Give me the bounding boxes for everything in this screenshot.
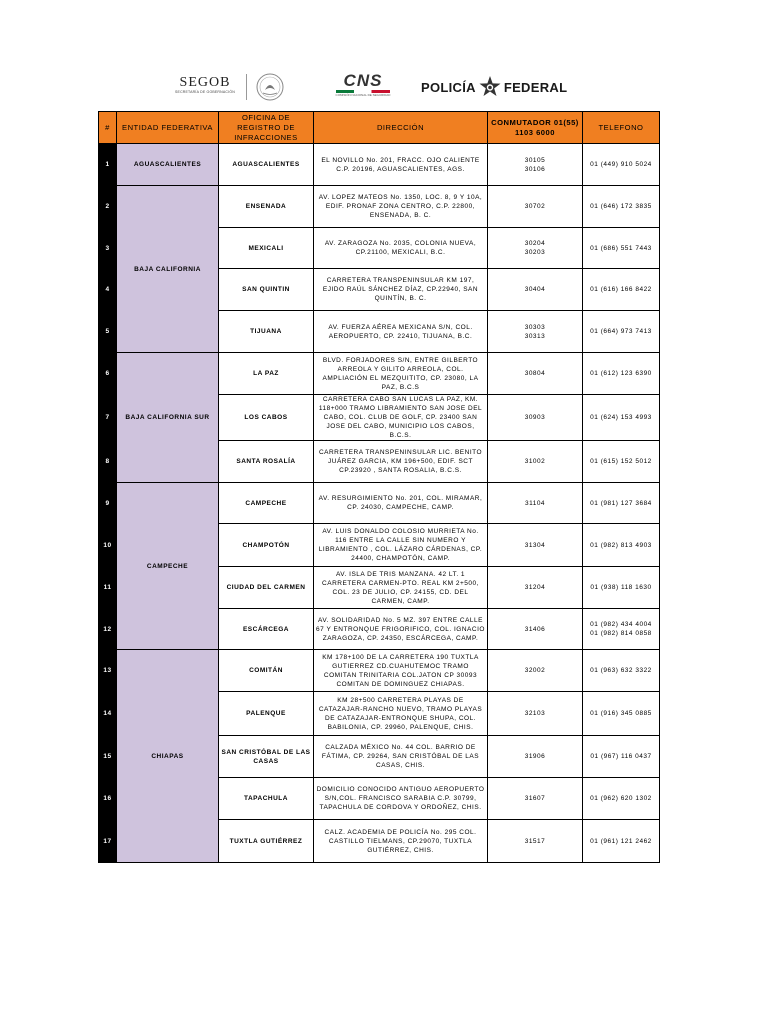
office-address: AV. SOLIDARIDAD No. 5 MZ. 397 ENTRE CALLE 67 Y ENTRONQUE FRIGORIFICO, COL. IGNACIO ZARAGOZA, CP. 24350, ESCÁRCEGA, CAMP. [314,609,488,650]
row-number: 17 [99,820,117,863]
segob-logo [168,76,242,95]
switchboard-extension [488,353,583,395]
office-name: SAN CRISTÓBAL DE LAS CASAS [219,736,314,778]
phone-number [583,524,660,567]
phone-number [583,353,660,395]
office-name: CIUDAD DEL CARMEN [219,567,314,609]
phone-number [583,609,660,650]
switchboard-extension [488,736,583,778]
switchboard-extension [488,395,583,441]
logo-header [0,70,768,104]
extension-value: 30702 [524,203,546,210]
office-address: CARRETERA CABO SAN LUCAS LA PAZ, KM. 118+000 TRAMO LIBRAMIENTO SAN JOSE DEL CABO, COL. CLUB DE GOLF, CP. 23400 SAN JOSE DEL CABO, MUNICIPIO LOS CABOS, B.C.S. [314,395,488,441]
office-address: DOMICILIO CONOCIDO ANTIGUO AEROPUERTO S/N,COL. FRANCISCO SARABIA C.P. 30799, TAPACHULA DE CORDOVA Y ORDOÑEZ, CHIS. [314,778,488,820]
row-number: 9 [99,483,117,524]
office-name: MEXICALI [219,228,314,269]
office-address: AV. ZARAGOZA No. 2035, COLONIA NUEVA, CP.21100, MEXICALI, B.C. [314,228,488,269]
phone-number [583,144,660,186]
offices-table [98,111,660,863]
switchboard-extension [488,524,583,567]
phone-value: 01 (961) 121 2462 [590,837,652,845]
switchboard-extension [488,820,583,863]
phone-value: 01 (612) 123 6390 [590,370,652,377]
row-number: 8 [99,441,117,483]
office-name: CHAMPOTÓN [219,524,314,567]
phone-value: 01 (967) 116 0437 [590,753,652,760]
switchboard-extension [488,186,583,228]
office-name: LOS CABOS [219,395,314,441]
row-number: 5 [99,311,117,353]
extension-value: 31406 [524,625,546,633]
row-number: 14 [99,692,117,736]
row-number: 11 [99,567,117,609]
office-name: PALENQUE [219,692,314,736]
segob-wordmark: SEGOB [179,75,231,90]
phone-number [583,820,660,863]
row-number: 1 [99,144,117,186]
extension-value: 31517 [524,837,546,845]
office-name: TUXTLA GUTIÉRREZ [219,820,314,863]
office-name: TAPACHULA [219,778,314,820]
office-address: AV. RESURGIMIENTO No. 201, COL. MIRAMAR, CP. 24030, CAMPECHE, CAMP. [314,483,488,524]
header-oficina: OFICINA DE REGISTRO DE INFRACCIONES [219,112,314,144]
phone-value: 01 (938) 118 1630 [590,584,652,591]
phone-number [583,483,660,524]
table-header-row [99,112,660,144]
phone-value: 01 (686) 551 7443 [590,244,652,252]
office-address: AV. FUERZA AÉREA MEXICANA S/N, COL. AEROPUERTO, CP. 22410, TIJUANA, B.C. [314,311,488,353]
office-name: ESCÁRCEGA [219,609,314,650]
pf-word-right: FEDERAL [503,79,568,95]
cns-wordmark: CNS [343,71,383,90]
switchboard-extension [488,567,583,609]
phone-number [583,650,660,692]
phone-number [583,567,660,609]
pf-word-left: POLICÍA [421,79,476,95]
table-row [99,650,660,692]
phone-value: 01 (981) 127 3684 [590,499,652,507]
row-number: 4 [99,269,117,311]
extension-value: 30105 [524,156,546,164]
phone-number [583,228,660,269]
row-number: 7 [99,395,117,441]
office-address: CARRETERA TRANSPENINSULAR LIC. BENITO JUÁREZ GARCIA, KM 196+500, EDIF. SCT CP.23920 , SANTA ROSALIA, B.C.S. [314,441,488,483]
extension-value: 31906 [524,753,546,760]
extension-value: 30106 [524,165,546,173]
office-name: ENSENADA [219,186,314,228]
policia-federal-logo [421,74,567,100]
office-address: EL NOVILLO No. 201, FRACC. OJO CALIENTE C.P. 20196, AGUASCALIENTES, AGS. [314,144,488,186]
office-name: CAMPECHE [219,483,314,524]
switchboard-extension [488,778,583,820]
phone-value: 01 (982) 814 0858 [590,630,652,637]
office-address: AV. LOPEZ MATEOS No. 1350, LOC. 8, 9 Y 10A, EDIF. PRONAF ZONA CENTRO, C.P. 22800, ENSENADA, B. C. [314,186,488,228]
row-number: 13 [99,650,117,692]
row-number: 15 [99,736,117,778]
extension-value: 32103 [524,710,546,717]
cns-logo [334,72,392,98]
office-name: SANTA ROSALÍA [219,441,314,483]
table-body [99,144,660,863]
row-number: 12 [99,609,117,650]
phone-number [583,736,660,778]
phone-value: 01 (615) 152 5012 [590,458,652,465]
phone-number [583,441,660,483]
entity-name: BAJA CALIFORNIA SUR [117,353,219,483]
row-number: 16 [99,778,117,820]
header-conmutador: CONMUTADOR 01(55) 1103 6000 [488,112,583,144]
phone-value: 01 (982) 813 4903 [590,541,652,549]
switchboard-extension [488,144,583,186]
phone-number [583,311,660,353]
switchboard-extension [488,692,583,736]
extension-value: 31104 [524,499,546,507]
switchboard-extension [488,311,583,353]
office-name: COMITÁN [219,650,314,692]
extension-value: 32002 [524,667,546,674]
phone-value: 01 (664) 973 7413 [590,328,652,335]
entity-name: BAJA CALIFORNIA [117,186,219,353]
row-number: 10 [99,524,117,567]
table-row [99,483,660,524]
extension-value: 30404 [524,286,546,293]
phone-value: 01 (616) 166 8422 [590,286,652,293]
table-row [99,144,660,186]
office-address: CALZ. ACADEMIA DE POLICÍA No. 295 COL. CASTILLO TIELMANS, CP.29070, TUXTLA GUTIÉRREZ, CHIS. [314,820,488,863]
phone-value: 01 (962) 620 1302 [590,795,652,802]
entity-name: CAMPECHE [117,483,219,650]
office-address: KM 28+500 CARRETERA PLAYAS DE CATAZAJAR-RANCHO NUEVO, TRAMO PLAYAS DE CATAZAJAR-ENTRONQUE SHUPA, COL. BABILONIA, CP. 29960, PALENQUE, CHIS. [314,692,488,736]
row-number: 6 [99,353,117,395]
extension-value: 31607 [524,795,546,802]
header-num: # [99,112,117,144]
cns-subtitle: COMISIÓN NACIONAL DE SEGURIDAD [335,93,391,97]
table-row [99,353,660,395]
extension-value: 30313 [524,332,546,340]
mexico-seal-icon [254,72,286,102]
extension-value: 30903 [524,414,546,421]
extension-value: 30203 [524,249,546,256]
extension-value: 31304 [524,541,546,549]
switchboard-extension [488,483,583,524]
office-address: AV. LUIS DONALDO COLOSIO MURRIETA No. 116 ENTRE LA CALLE SIN NUMERO Y LIBRAMIENTO , COL. LÁZARO CÁRDENAS, CP. 24400, CHAMPOTÓN, CAMP. [314,524,488,567]
phone-value: 01 (982) 434 4004 [590,621,652,628]
entity-name: CHIAPAS [117,650,219,863]
header-direccion: DIRECCIÓN [314,112,488,144]
extension-value: 31002 [524,458,546,465]
office-address: KM 178+100 DE LA CARRETERA 190 TUXTLA GUTIERREZ CD.CUAHUTEMOC TRAMO COMITAN TRINITARIA COL.JATON CP 30093 COMITAN DE DOMINGUEZ CHIAPAS. [314,650,488,692]
header-telefono: TELEFONO [583,112,660,144]
office-name: LA PAZ [219,353,314,395]
switchboard-extension [488,228,583,269]
extension-value: 30804 [524,370,546,377]
office-name: TIJUANA [219,311,314,353]
entity-name: AGUASCALIENTES [117,144,219,186]
switchboard-extension [488,609,583,650]
switchboard-extension [488,441,583,483]
extension-value: 30204 [524,240,546,247]
phone-number [583,692,660,736]
logo-divider [246,74,247,100]
header-entidad: ENTIDAD FEDERATIVA [117,112,219,144]
row-number: 3 [99,228,117,269]
phone-number [583,269,660,311]
office-name: SAN QUINTIN [219,269,314,311]
office-name: AGUASCALIENTES [219,144,314,186]
phone-number [583,395,660,441]
office-address: AV. ISLA DE TRIS MANZANA. 42 LT. 1 CARRETERA CARMEN-PTO. REAL KM 2+500, COL. 23 DE JULIO, CP. 24155, CD. DEL CARMEN, CAMP. [314,567,488,609]
extension-value: 31204 [524,584,546,591]
phone-value: 01 (963) 632 3322 [590,667,652,674]
extension-value: 30303 [524,323,546,331]
police-star-icon [478,75,502,99]
phone-value: 01 (449) 910 5024 [590,161,652,168]
phone-value: 01 (916) 345 0885 [590,710,652,717]
phone-number [583,778,660,820]
office-address: CARRETERA TRANSPENINSULAR KM 197, EJIDO RAÚL SÁNCHEZ DÍAZ, CP.22940, SAN QUINTÍN, B. C. [314,269,488,311]
row-number: 2 [99,186,117,228]
office-address: BLVD. FORJADORES S/N, ENTRE GILBERTO ARREOLA Y GILITO ARREOLA, COL. AMPLIACIÓN EL MEZQUITITO, CP. 23080, LA PAZ, B.C.S [314,353,488,395]
phone-number [583,186,660,228]
office-address: CALZADA MÉXICO No. 44 COL. BARRIO DE FÁTIMA, CP. 29264, SAN CRISTÓBAL DE LAS CASAS, CHIS. [314,736,488,778]
switchboard-extension [488,269,583,311]
phone-value: 01 (646) 172 3835 [590,203,652,210]
switchboard-extension [488,650,583,692]
table-row [99,186,660,228]
segob-subtitle: SECRETARÍA DE GOBERNACIÓN [175,90,235,94]
phone-value: 01 (624) 153 4993 [590,414,652,421]
